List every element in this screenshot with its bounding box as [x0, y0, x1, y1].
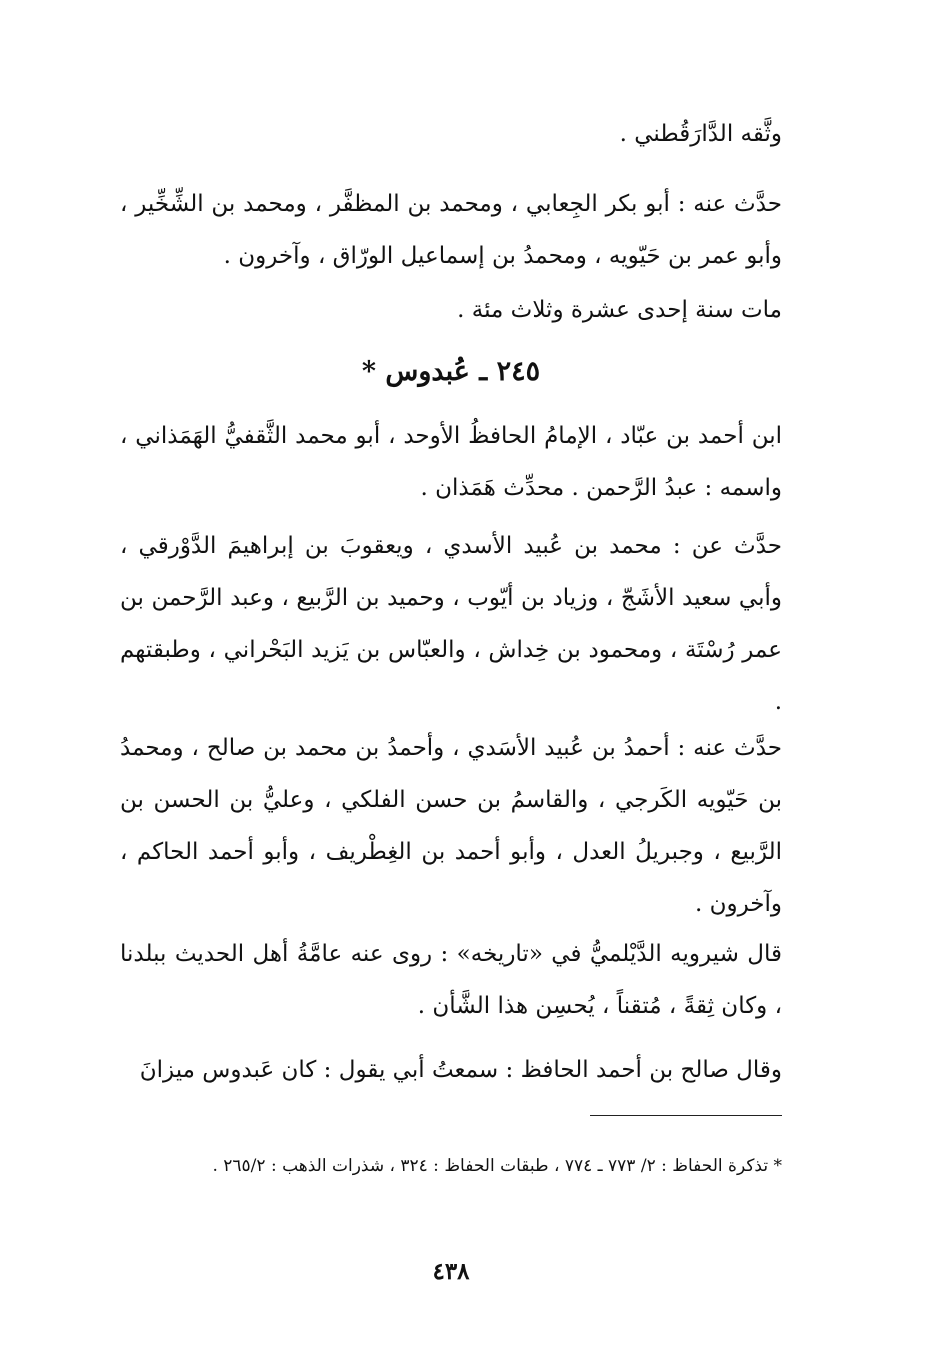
paragraph-daylami-quote: قال شيرويه الدَّيْلميُّ في «تاريخه» : روى عنه عامَّةُ أهل الحديث ببلدنا ، وكان ثِقةً ، مُتقناً ، يُحسِن هذا الشَّأن .	[120, 941, 782, 1019]
paragraph-his-teachers: حدَّث عن : محمد بن عُبيد الأسدي ، ويعقوبَ بن إبراهيمَ الدَّوْرقي ، وأبي سعيد الأشَجّ ، وزياد بن أيّوب ، وحميد بن الرَّبيع ، وعبد الرَّحمن بن عمر رُسْتَة ، ومحمود بن خِداش ، والعبّاس بن يَزيد البَحْراني ، وطبقتهم .	[120, 533, 782, 715]
paragraph-death-year: مات سنة إحدى عشرة وثلاث مئة .	[457, 297, 782, 323]
paragraph-lineage: ابن أحمد بن عبّاد ، الإمامُ الحافظُ الأوحد ، أبو محمد الثَّقفيُّ الهَمَذاني ، واسمه : عبدُ الرَّحمن . محدِّث هَمَذان .	[120, 423, 782, 501]
paragraph-narrated-from-him: حدَّث عنه : أبو بكر الجِعابي ، ومحمد بن المظفَّر ، ومحمد بن الشِّخِّير ، وأبو عمر بن حَيّويه ، ومحمدُ بن إسماعيل الورّاق ، وآخرون .	[120, 191, 782, 269]
page-number: ٤٣٨	[432, 1258, 470, 1285]
paragraph-dāraqutnī-trust: وثَّقه الدَّارَقُطني .	[619, 121, 782, 147]
entry-heading: ٢٤٥ ـ عُبدوس *	[361, 356, 541, 387]
footnote-divider	[590, 1115, 782, 1116]
paragraph-his-students: حدَّث عنه : أحمدُ بن عُبيد الأسَدي ، وأحمدُ بن محمد بن صالح ، ومحمدُ بن حَيّويه الكَرجي ، والقاسمُ بن حسن الفلكي ، وعليُّ بن الحسن بن الرَّبيع ، وجبريلُ العدل ، وأبو أحمد بن الغِطْريف ، وأبو أحمد الحاكم ، وآخرون .	[120, 735, 782, 917]
footnote-sources: * تذكرة الحفاظ : ٢/ ٧٧٣ ـ ٧٧٤ ، طبقات الحفاظ : ٣٢٤ ، شذرات الذهب : ٢٦٥/٢ .	[212, 1156, 782, 1176]
paragraph-salih-quote: وقال صالح بن أحمد الحافظ : سمعتُ أبي يقول : كان عَبدوس ميزانَ	[139, 1057, 782, 1083]
